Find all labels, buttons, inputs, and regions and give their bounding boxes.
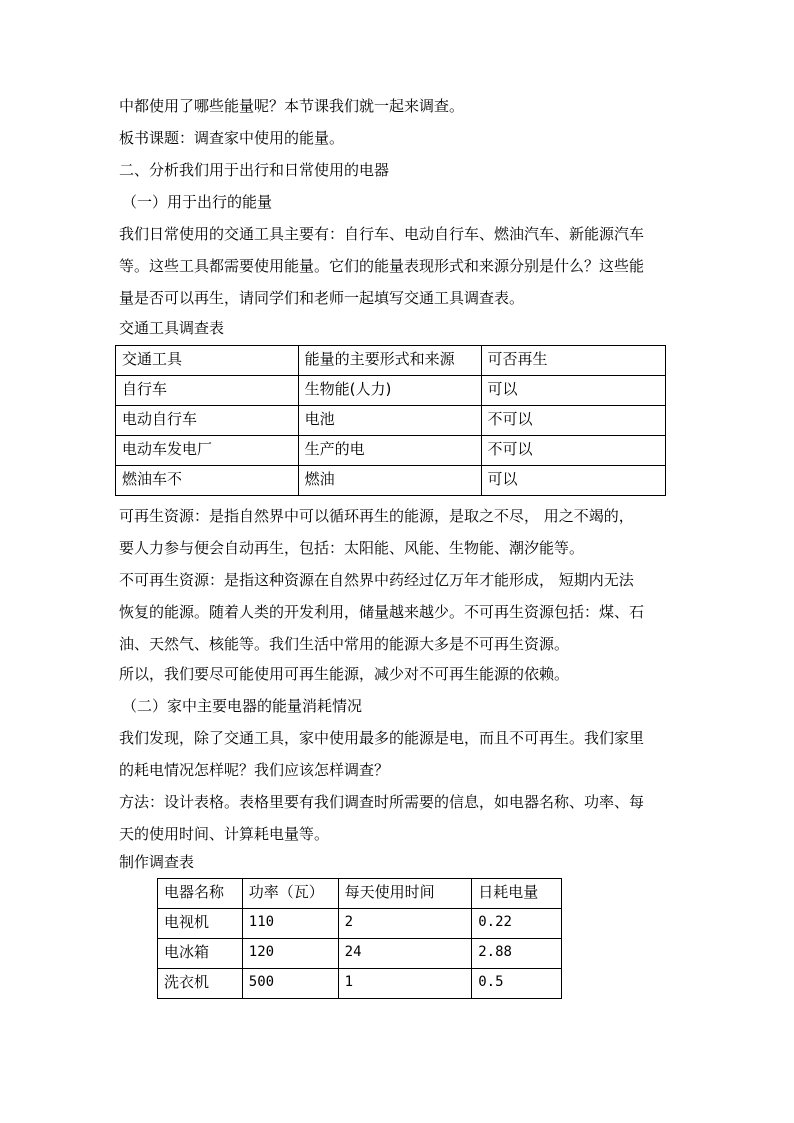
table-cell: 不可以 bbox=[481, 436, 666, 466]
table2-title: 制作调查表 bbox=[119, 853, 195, 871]
table-cell: 自行车 bbox=[116, 376, 299, 406]
table-cell: 0.22 bbox=[472, 909, 562, 939]
paragraph-conclusion: 所以，我们要尽可能使用可再生能源，减少对不可再生能源的依赖。 bbox=[119, 665, 570, 683]
table-cell: 电动自行车 bbox=[116, 406, 299, 436]
paragraph-lesson-title: 板书课题：调查家中使用的能量。 bbox=[119, 129, 345, 147]
paragraph-transport-1: 我们日常使用的交通工具主要有：自行车、电动自行车、燃油汽车、新能源汽车 bbox=[119, 225, 645, 243]
paragraph-renewable-1: 可再生资源：是指自然界中可以循环再生的能源，是取之不尽， 用之不竭的， bbox=[119, 507, 634, 525]
table1-title: 交通工具调查表 bbox=[119, 319, 225, 337]
table-row bbox=[116, 406, 666, 436]
paragraph-nonrenewable-2: 恢复的能源。随着人类的开发利用，储量越来越少。不可再生资源包括：煤、石 bbox=[119, 603, 645, 621]
table-header-cell: 每天使用时间 bbox=[338, 879, 472, 909]
subsection-heading-1: （一）用于出行的能量 bbox=[122, 193, 273, 211]
table-cell: 电动车发电厂 bbox=[116, 436, 299, 466]
table-cell: 燃油车不 bbox=[116, 466, 299, 496]
paragraph-transport-2: 等。这些工具都需要使用能量。它们的能量表现形式和来源分别是什么？这些能 bbox=[119, 257, 645, 275]
paragraph-method-2: 天的使用时间、计算耗电量等。 bbox=[119, 825, 330, 843]
table-cell: 可以 bbox=[481, 376, 666, 406]
table-cell: 2 bbox=[338, 909, 472, 939]
paragraph-method-1: 方法：设计表格。表格里要有我们调查时所需要的信息，如电器名称、功率、每 bbox=[119, 793, 645, 811]
paragraph-intro: 中都使用了哪些能量呢？本节课我们就一起来调查。 bbox=[119, 97, 465, 115]
table-cell: 0.5 bbox=[472, 969, 562, 999]
paragraph-nonrenewable-3: 油、天然气、核能等。我们生活中常用的能源大多是不可再生资源。 bbox=[119, 635, 570, 653]
table-cell: 燃油 bbox=[298, 466, 481, 496]
table-header-cell: 能量的主要形式和来源 bbox=[298, 346, 481, 376]
table-cell: 120 bbox=[242, 939, 338, 969]
table-cell: 110 bbox=[242, 909, 338, 939]
table-cell: 生产的电 bbox=[298, 436, 481, 466]
paragraph-transport-3: 量是否可以再生，请同学们和老师一起填写交通工具调查表。 bbox=[119, 289, 525, 307]
table-cell: 24 bbox=[338, 939, 472, 969]
paragraph-renewable-2: 要人力参与便会自动再生，包括：太阳能、风能、生物能、潮汐能等。 bbox=[119, 539, 585, 557]
table-cell: 电冰箱 bbox=[158, 939, 243, 969]
table-row bbox=[116, 376, 666, 406]
table-header-cell: 可否再生 bbox=[481, 346, 666, 376]
transport-survey-table bbox=[115, 345, 666, 496]
appliance-survey-table bbox=[157, 878, 562, 999]
table-row bbox=[158, 909, 562, 939]
table-header-cell: 功率（瓦） bbox=[242, 879, 338, 909]
table-cell: 电视机 bbox=[158, 909, 243, 939]
paragraph-electricity-2: 的耗电情况怎样呢？我们应该怎样调查？ bbox=[119, 761, 390, 779]
subsection-heading-2: （二）家中主要电器的能量消耗情况 bbox=[122, 697, 363, 715]
table-row bbox=[158, 969, 562, 999]
table-cell: 可以 bbox=[481, 466, 666, 496]
table-header-cell: 日耗电量 bbox=[472, 879, 562, 909]
table-cell: 电池 bbox=[298, 406, 481, 436]
table-row bbox=[116, 436, 666, 466]
paragraph-electricity-1: 我们发现，除了交通工具，家中使用最多的能源是电，而且不可再生。我们家里 bbox=[119, 729, 645, 747]
table-cell: 1 bbox=[338, 969, 472, 999]
table-cell: 不可以 bbox=[481, 406, 666, 436]
table-header-row bbox=[158, 879, 562, 909]
table-cell: 2.88 bbox=[472, 939, 562, 969]
table-cell: 500 bbox=[242, 969, 338, 999]
table-row bbox=[158, 939, 562, 969]
table-cell: 生物能(人力) bbox=[298, 376, 481, 406]
table-header-row bbox=[116, 346, 666, 376]
paragraph-nonrenewable-1: 不可再生资源：是指这种资源在自然界中药经过亿万年才能形成， 短期内无法 bbox=[119, 571, 634, 589]
table-header-cell: 交通工具 bbox=[116, 346, 299, 376]
section-heading-2: 二、分析我们用于出行和日常使用的电器 bbox=[119, 161, 390, 179]
table-header-cell: 电器名称 bbox=[158, 879, 243, 909]
table-cell: 洗衣机 bbox=[158, 969, 243, 999]
table-row bbox=[116, 466, 666, 496]
